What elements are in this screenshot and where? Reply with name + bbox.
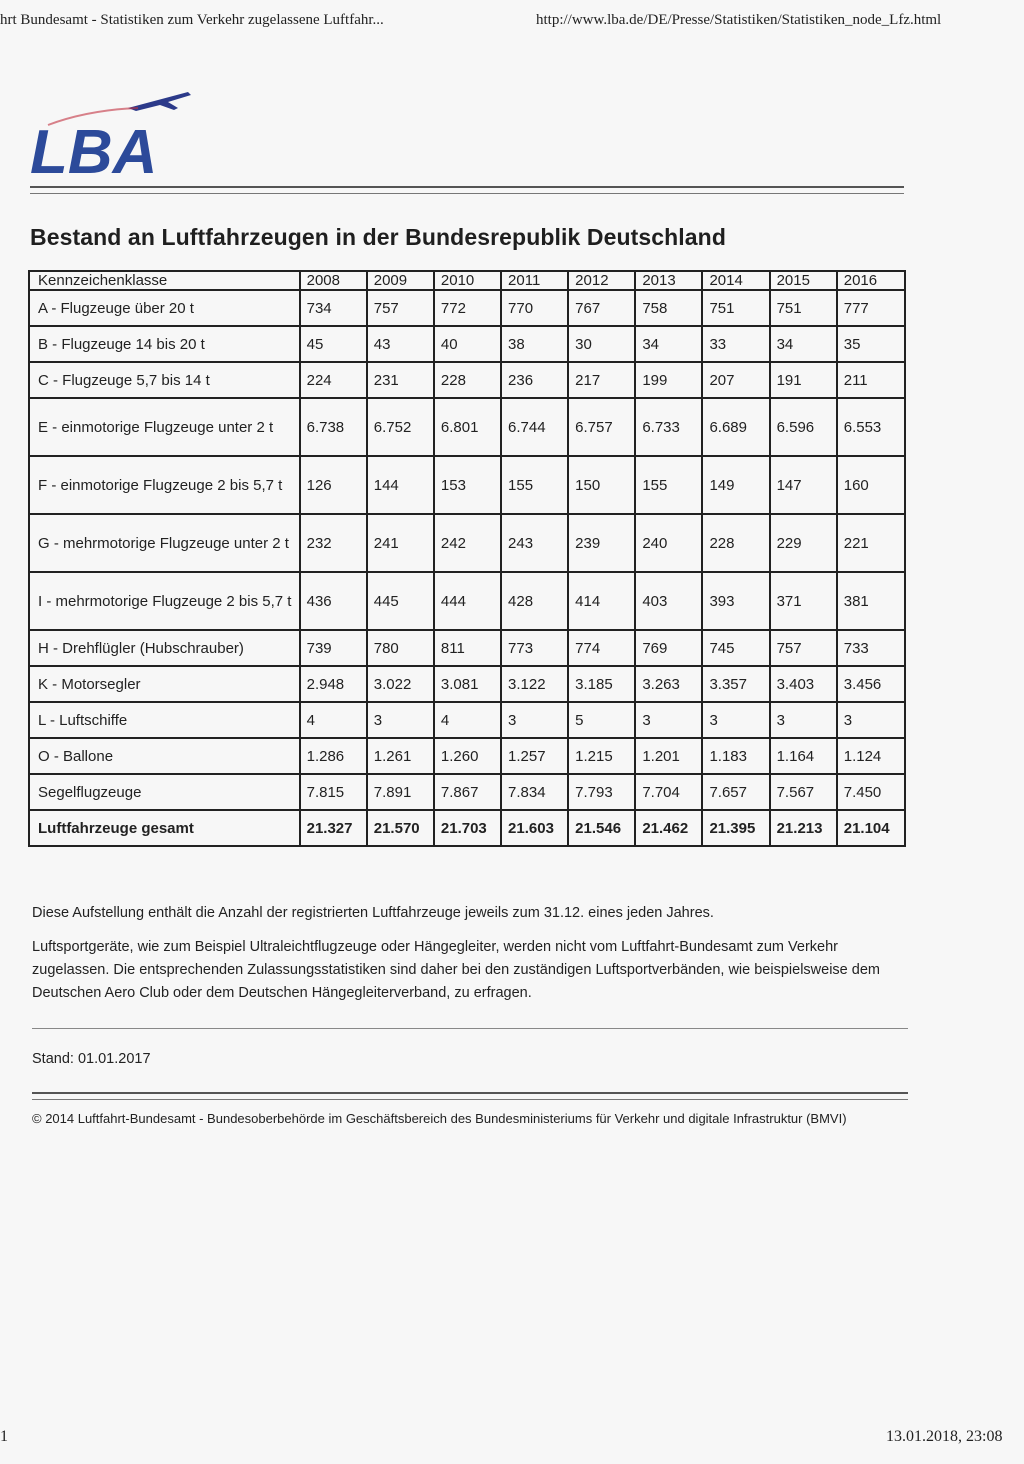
row-value-cell: 1.164	[770, 738, 837, 774]
table-row	[29, 362, 905, 398]
total-value-cell: 21.395	[702, 810, 769, 846]
row-value-cell: 3.456	[837, 666, 905, 702]
row-class-label: O - Ballone	[29, 738, 300, 774]
lba-logo-text: LBA	[30, 118, 158, 180]
table-header-row	[29, 271, 905, 290]
row-value-cell: 149	[702, 456, 769, 514]
table-row	[29, 290, 905, 326]
row-value-cell: 7.891	[367, 774, 434, 810]
row-value-cell: 207	[702, 362, 769, 398]
row-value-cell: 773	[501, 630, 568, 666]
row-value-cell: 150	[568, 456, 635, 514]
row-value-cell: 3	[770, 702, 837, 738]
row-class-label: G - mehrmotorige Flugzeuge unter 2 t	[29, 514, 300, 572]
row-value-cell: 231	[367, 362, 434, 398]
table-body	[29, 290, 905, 846]
row-value-cell: 774	[568, 630, 635, 666]
total-value-cell: 21.327	[300, 810, 367, 846]
row-value-cell: 3.357	[702, 666, 769, 702]
header-year: 2008	[300, 271, 367, 290]
row-class-label: I - mehrmotorige Flugzeuge 2 bis 5,7 t	[29, 572, 300, 630]
row-value-cell: 1.183	[702, 738, 769, 774]
row-value-cell: 40	[434, 326, 501, 362]
row-value-cell: 155	[501, 456, 568, 514]
row-value-cell: 6.744	[501, 398, 568, 456]
row-value-cell: 734	[300, 290, 367, 326]
row-value-cell: 751	[702, 290, 769, 326]
row-class-label: C - Flugzeuge 5,7 bis 14 t	[29, 362, 300, 398]
row-value-cell: 228	[434, 362, 501, 398]
row-value-cell: 241	[367, 514, 434, 572]
row-value-cell: 228	[702, 514, 769, 572]
table-row	[29, 702, 905, 738]
row-value-cell: 757	[770, 630, 837, 666]
table-row	[29, 456, 905, 514]
table-row	[29, 514, 905, 572]
row-value-cell: 381	[837, 572, 905, 630]
row-class-label: K - Motorsegler	[29, 666, 300, 702]
print-page-url: http://www.lba.de/DE/Presse/Statistiken/Statistiken_node_Lfz.html	[536, 12, 942, 28]
row-value-cell: 777	[837, 290, 905, 326]
row-value-cell: 7.657	[702, 774, 769, 810]
row-class-label: L - Luftschiffe	[29, 702, 300, 738]
row-value-cell: 7.567	[770, 774, 837, 810]
row-value-cell: 224	[300, 362, 367, 398]
row-value-cell: 767	[568, 290, 635, 326]
row-value-cell: 199	[635, 362, 702, 398]
row-value-cell: 3.185	[568, 666, 635, 702]
row-value-cell: 2.948	[300, 666, 367, 702]
row-value-cell: 3.263	[635, 666, 702, 702]
row-value-cell: 3.403	[770, 666, 837, 702]
total-value-cell: 21.213	[770, 810, 837, 846]
table-row	[29, 572, 905, 630]
row-value-cell: 1.260	[434, 738, 501, 774]
row-value-cell: 6.689	[702, 398, 769, 456]
row-value-cell: 1.124	[837, 738, 905, 774]
note-sports-aircraft: Luftsportgeräte, wie zum Beispiel Ultraleichtflugzeuge oder Hängegleiter, werden nicht vom Luftfahrt-Bundesamt zum Verkehr zugelassen. Die entsprechenden Zulassungsstatistiken sind daher bei den zuständigen Luftsportverbänden, wie beispielsweise dem Deutschen Aero Club oder dem Deutschen Hängegleiterverband, zu erfragen.	[32, 939, 880, 1001]
row-value-cell: 745	[702, 630, 769, 666]
row-value-cell: 7.704	[635, 774, 702, 810]
header-year: 2012	[568, 271, 635, 290]
row-value-cell: 3	[501, 702, 568, 738]
row-value-cell: 3	[367, 702, 434, 738]
row-value-cell: 4	[300, 702, 367, 738]
row-value-cell: 38	[501, 326, 568, 362]
row-value-cell: 35	[837, 326, 905, 362]
row-value-cell: 3	[635, 702, 702, 738]
total-value-cell: 21.570	[367, 810, 434, 846]
row-value-cell: 811	[434, 630, 501, 666]
total-value-cell: 21.603	[501, 810, 568, 846]
row-value-cell: 1.286	[300, 738, 367, 774]
header-year: 2011	[501, 271, 568, 290]
row-value-cell: 769	[635, 630, 702, 666]
row-value-cell: 34	[770, 326, 837, 362]
row-value-cell: 751	[770, 290, 837, 326]
table-row	[29, 666, 905, 702]
header-year: 2014	[702, 271, 769, 290]
total-label: Luftfahrzeuge gesamt	[29, 810, 300, 846]
row-value-cell: 436	[300, 572, 367, 630]
lba-logo	[28, 80, 198, 180]
row-value-cell: 772	[434, 290, 501, 326]
row-value-cell: 780	[367, 630, 434, 666]
total-value-cell: 21.703	[434, 810, 501, 846]
row-value-cell: 160	[837, 456, 905, 514]
row-value-cell: 6.757	[568, 398, 635, 456]
table-row	[29, 774, 905, 810]
row-value-cell: 1.257	[501, 738, 568, 774]
header-year: 2013	[635, 271, 702, 290]
row-value-cell: 428	[501, 572, 568, 630]
footer-divider	[32, 1092, 908, 1100]
row-value-cell: 3.122	[501, 666, 568, 702]
row-value-cell: 33	[702, 326, 769, 362]
row-value-cell: 1.201	[635, 738, 702, 774]
row-value-cell: 414	[568, 572, 635, 630]
row-value-cell: 393	[702, 572, 769, 630]
row-value-cell: 6.752	[367, 398, 434, 456]
row-value-cell: 6.738	[300, 398, 367, 456]
table-total-row	[29, 810, 905, 846]
header-year: 2016	[837, 271, 905, 290]
row-class-label: E - einmotorige Flugzeuge unter 2 t	[29, 398, 300, 456]
total-value-cell: 21.462	[635, 810, 702, 846]
table-row	[29, 398, 905, 456]
row-value-cell: 7.793	[568, 774, 635, 810]
row-value-cell: 43	[367, 326, 434, 362]
row-value-cell: 3	[702, 702, 769, 738]
row-value-cell: 4	[434, 702, 501, 738]
row-value-cell: 211	[837, 362, 905, 398]
row-value-cell: 144	[367, 456, 434, 514]
row-value-cell: 6.801	[434, 398, 501, 456]
row-value-cell: 126	[300, 456, 367, 514]
note-reporting-date: Diese Aufstellung enthält die Anzahl der registrierten Luftfahrzeuge jeweils zum 31.12. eines jeden Jahres.	[32, 905, 714, 921]
row-value-cell: 147	[770, 456, 837, 514]
row-value-cell: 444	[434, 572, 501, 630]
row-class-label: H - Drehflügler (Hubschrauber)	[29, 630, 300, 666]
page-title: Bestand an Luftfahrzeugen in der Bundesrepublik Deutschland	[30, 224, 726, 250]
row-value-cell: 5	[568, 702, 635, 738]
row-value-cell: 191	[770, 362, 837, 398]
row-value-cell: 232	[300, 514, 367, 572]
row-value-cell: 7.815	[300, 774, 367, 810]
row-value-cell: 3.081	[434, 666, 501, 702]
row-value-cell: 7.450	[837, 774, 905, 810]
row-value-cell: 1.215	[568, 738, 635, 774]
header-year: 2015	[770, 271, 837, 290]
row-value-cell: 217	[568, 362, 635, 398]
row-value-cell: 243	[501, 514, 568, 572]
row-value-cell: 757	[367, 290, 434, 326]
row-class-label: A - Flugzeuge über 20 t	[29, 290, 300, 326]
row-value-cell: 153	[434, 456, 501, 514]
copyright-notice: © 2014 Luftfahrt-Bundesamt - Bundesoberbehörde im Geschäftsbereich des Bundesministeriums für Verkehr und digitale Infrastruktur (BMVI)	[32, 1111, 847, 1126]
row-value-cell: 239	[568, 514, 635, 572]
print-page-title: hrt Bundesamt - Statistiken zum Verkehr zugelassene Luftfahr...	[0, 12, 384, 28]
print-page-number: 1	[0, 1428, 8, 1445]
row-class-label: Segelflugzeuge	[29, 774, 300, 810]
row-value-cell: 30	[568, 326, 635, 362]
row-value-cell: 7.834	[501, 774, 568, 810]
row-value-cell: 6.596	[770, 398, 837, 456]
stand-date: Stand: 01.01.2017	[32, 1051, 151, 1067]
header-kennzeichenklasse: Kennzeichenklasse	[29, 271, 300, 290]
row-value-cell: 229	[770, 514, 837, 572]
row-value-cell: 403	[635, 572, 702, 630]
aircraft-statistics-table	[28, 270, 906, 847]
row-value-cell: 45	[300, 326, 367, 362]
header-year: 2010	[434, 271, 501, 290]
print-datetime: 13.01.2018, 23:08	[886, 1428, 1003, 1445]
total-value-cell: 21.546	[568, 810, 635, 846]
row-value-cell: 1.261	[367, 738, 434, 774]
row-value-cell: 445	[367, 572, 434, 630]
table-row	[29, 738, 905, 774]
row-value-cell: 3	[837, 702, 905, 738]
table-row	[29, 630, 905, 666]
row-value-cell: 242	[434, 514, 501, 572]
notes-divider	[32, 1028, 908, 1029]
total-value-cell: 21.104	[837, 810, 905, 846]
row-value-cell: 739	[300, 630, 367, 666]
row-value-cell: 221	[837, 514, 905, 572]
print-header	[0, 8, 1024, 32]
row-value-cell: 6.733	[635, 398, 702, 456]
row-value-cell: 34	[635, 326, 702, 362]
header-divider	[30, 186, 904, 194]
row-value-cell: 3.022	[367, 666, 434, 702]
row-value-cell: 236	[501, 362, 568, 398]
row-class-label: B - Flugzeuge 14 bis 20 t	[29, 326, 300, 362]
header-year: 2009	[367, 271, 434, 290]
row-value-cell: 7.867	[434, 774, 501, 810]
table-row	[29, 326, 905, 362]
row-value-cell: 371	[770, 572, 837, 630]
row-value-cell: 733	[837, 630, 905, 666]
row-value-cell: 6.553	[837, 398, 905, 456]
row-class-label: F - einmotorige Flugzeuge 2 bis 5,7 t	[29, 456, 300, 514]
row-value-cell: 758	[635, 290, 702, 326]
row-value-cell: 155	[635, 456, 702, 514]
row-value-cell: 770	[501, 290, 568, 326]
row-value-cell: 240	[635, 514, 702, 572]
